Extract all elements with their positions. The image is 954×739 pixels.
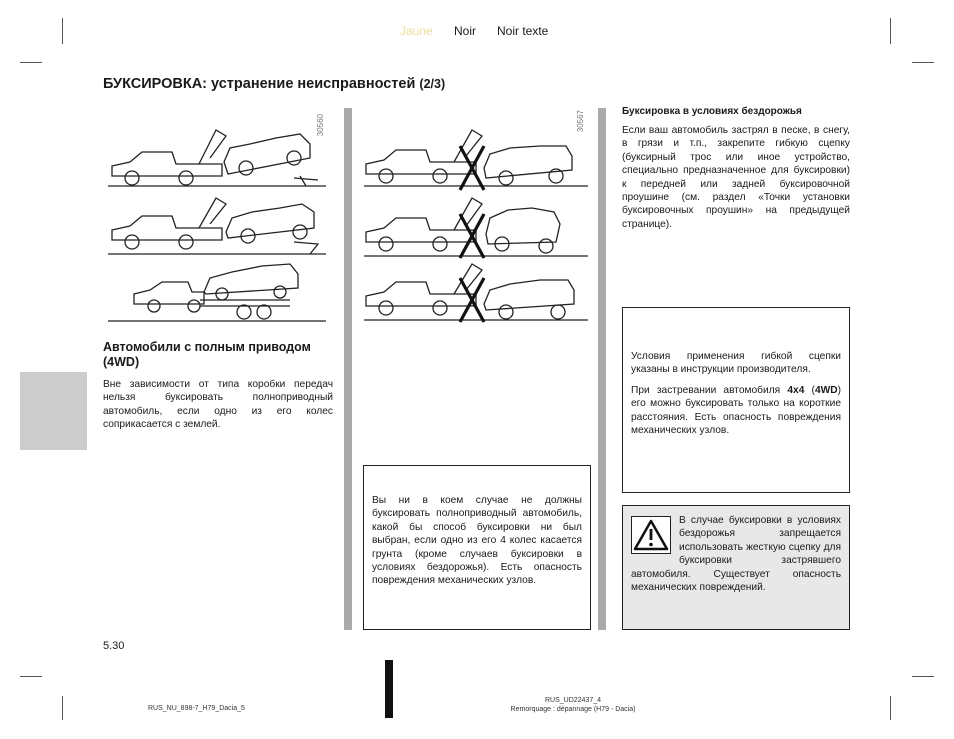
warning-box-offroad (622, 505, 850, 630)
heading-offroad: Буксировка в условиях бездорожья (622, 106, 802, 117)
towing-diagram (104, 108, 336, 326)
footer-center (478, 696, 668, 714)
crop-mark (912, 676, 934, 677)
figure-code: 30560 (316, 114, 325, 137)
note-bold-4x4: 4x4 (787, 385, 805, 396)
crop-mark (912, 62, 934, 63)
heading-4wd: Автомобили с полным приводом (4WD) (103, 340, 311, 369)
warning-text-offroad-content: В случае буксировки в условиях бездорожья запрещается использовать жесткую сцепку для буксировки застрявшего автомобиля. Существует опасность механических повреждений. (631, 515, 841, 594)
title-part: (2/3) (419, 77, 446, 91)
footer-center-line1: RUS_UD22437_4 (544, 697, 602, 704)
note-box (622, 307, 850, 493)
note-text-1: Условия применения гибкой сцепки указаны в инструкции производителя. (631, 351, 841, 376)
column-separator (344, 108, 352, 630)
forbidden-towing-diagram (360, 108, 592, 330)
footer-left-code: RUS_NU_898-7_H79_Dacia_5 (148, 705, 245, 712)
icon-spacer (631, 514, 679, 566)
page-number: 5.30 (103, 640, 125, 652)
warning-box-4wd (363, 465, 591, 630)
crop-mark (890, 696, 891, 720)
color-label-noir-texte: Noir texte (497, 24, 549, 38)
footer-center-line2: Remorquage : dépannage (H79 - Dacia) (510, 706, 636, 713)
warning-text-offroad (631, 514, 841, 594)
footer-bar (385, 660, 393, 718)
color-label-jaune: Jaune (400, 24, 433, 38)
figure-code: 30567 (576, 110, 585, 133)
note-text-2a: При застревании автомобиля (631, 385, 781, 396)
page-title (103, 76, 445, 92)
note-text-2 (631, 384, 841, 438)
text-offroad: Если ваш автомобиль застрял в песке, в снегу, в грязи и т.п., закрепите гибкую сцепку (буксирный трос или иное устройство, специально предназначенное для буксировки) к передней или задней буксировочной проушине (см. раздел «Точки установки буксировочных проушин» на предыдущей странице). (622, 125, 850, 230)
column-separator (598, 108, 606, 630)
note-text-2b: ( (811, 385, 815, 396)
note-bold-4wd: 4WD (814, 385, 838, 396)
crop-mark (20, 62, 42, 63)
towing-illustration-middle (360, 108, 592, 330)
section-tab (20, 372, 87, 450)
crop-mark (62, 18, 63, 44)
note-text-2c: ) его можно буксировать только на короткие расстояния. Есть опасность повреждения механических узлов. (631, 385, 841, 437)
title-main: БУКСИРОВКА: устранение неисправностей (103, 76, 416, 92)
warning-text-4wd: Вы ни в коем случае не должны буксировать полноприводный автомобиль, какой бы способ буксировки ни был выбран, если одно из его 4 колес касается грунта (кроме случаев буксировки в условиях бездорожья). Есть опасность повреждения механических узлов. (372, 495, 582, 587)
text-4wd: Вне зависимости от типа коробки передач нельзя буксировать полноприводный автомобиль, если одно из его колес соприкасается с землей. (103, 379, 333, 431)
color-label-noir: Noir (454, 24, 477, 38)
crop-mark (890, 18, 891, 44)
crop-mark (62, 696, 63, 720)
towing-illustration-left (104, 108, 336, 326)
crop-mark (20, 676, 42, 677)
